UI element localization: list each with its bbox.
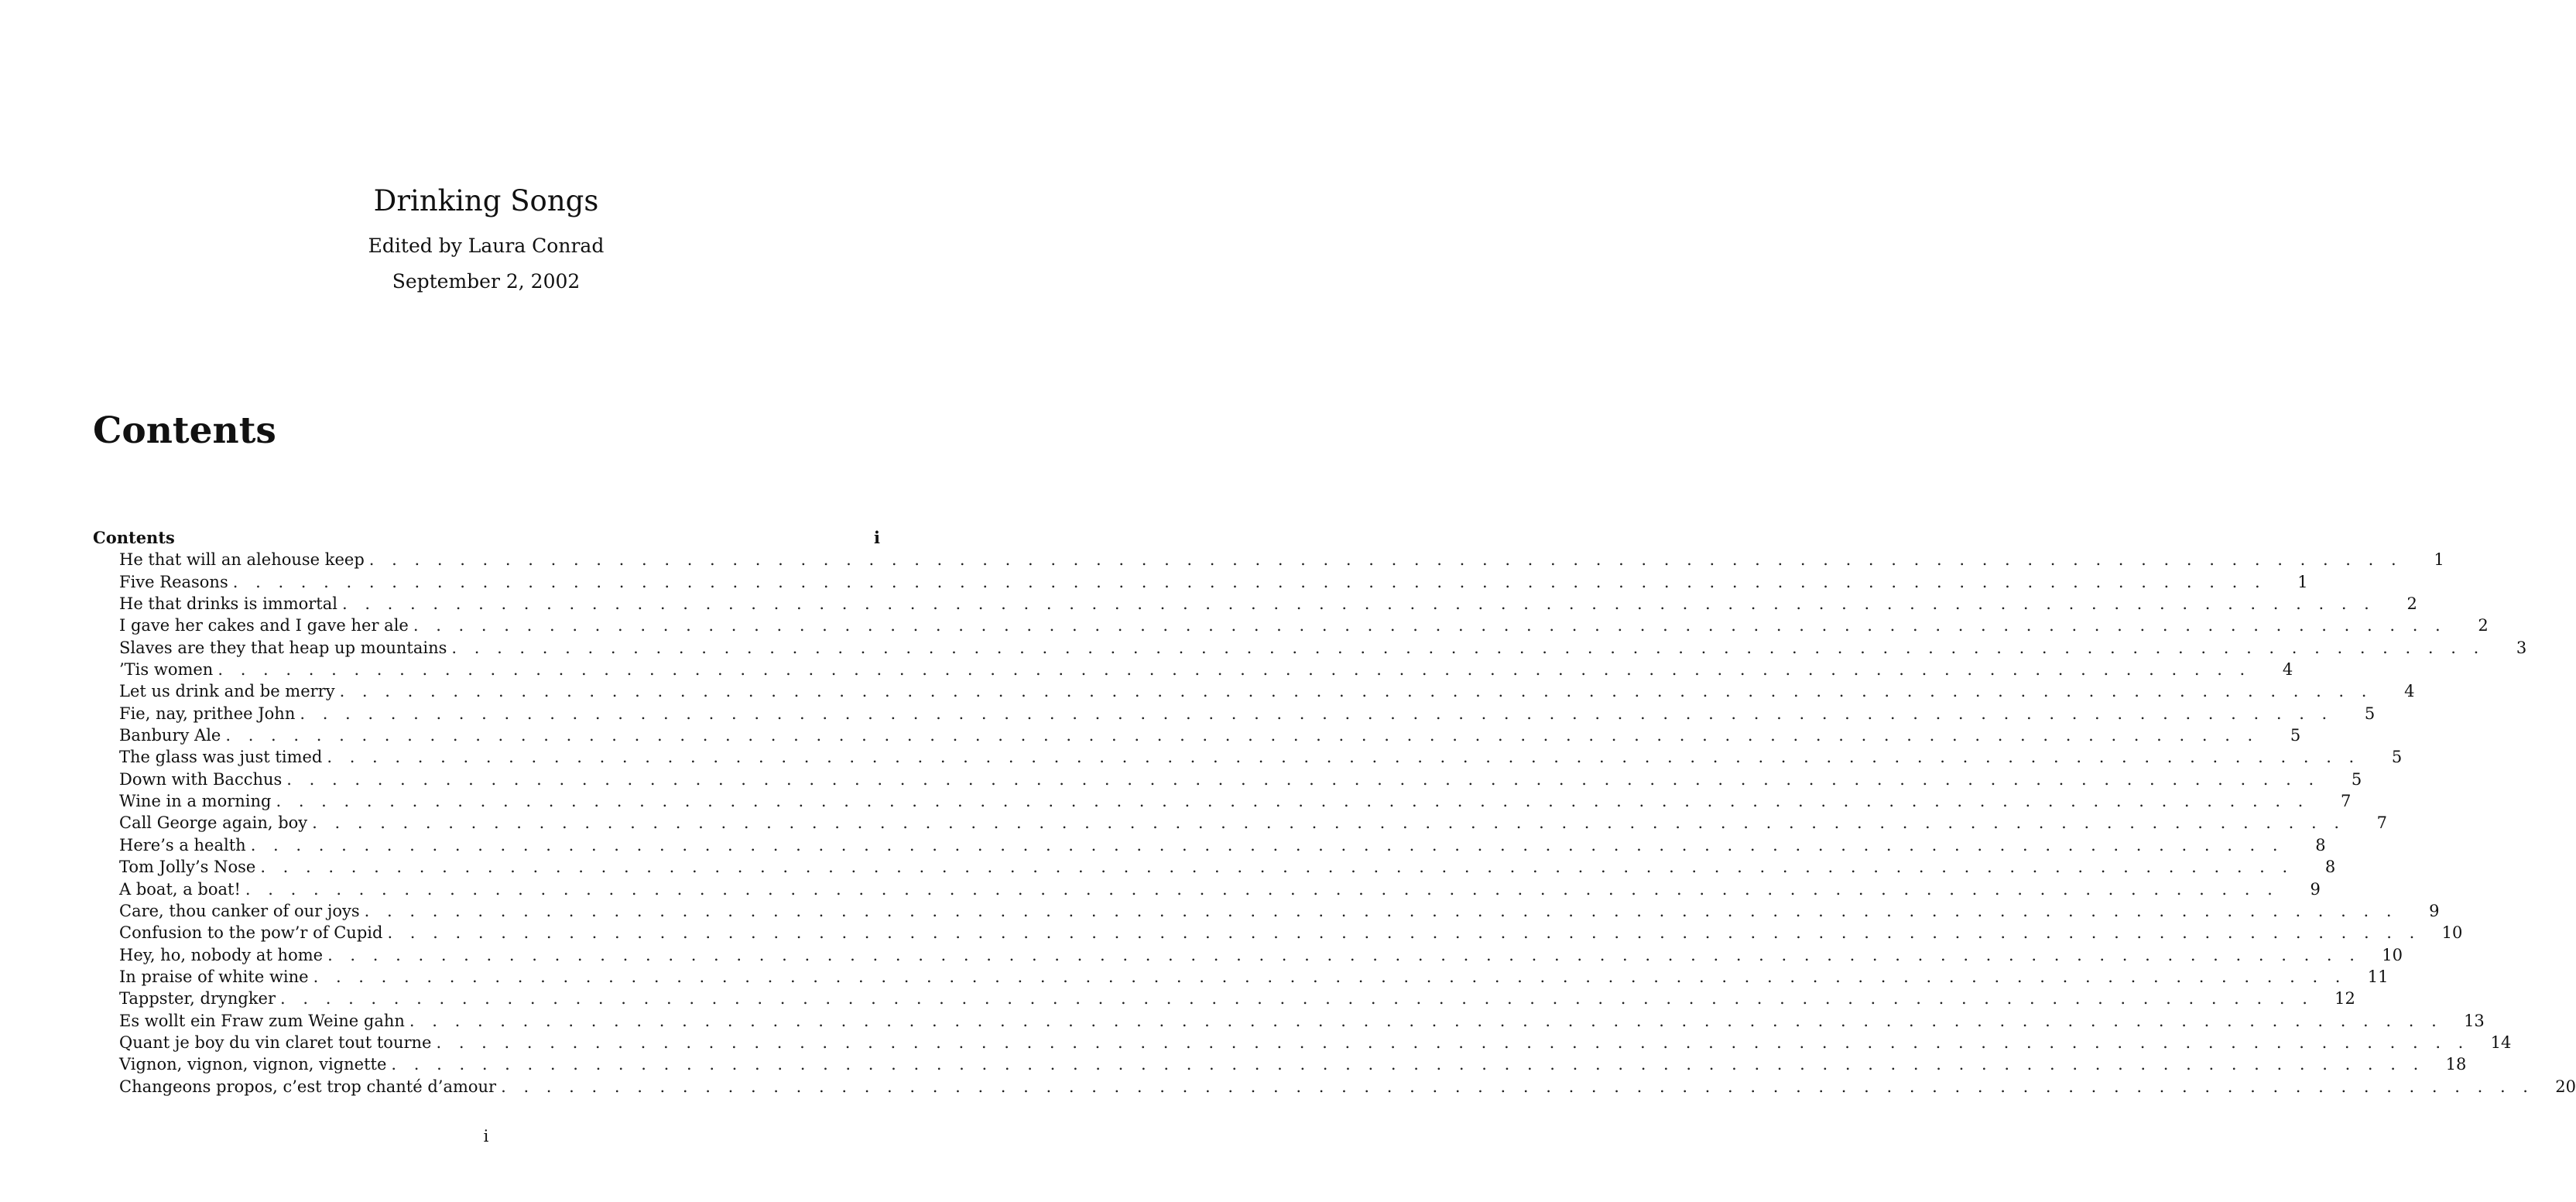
- toc-entry[interactable]: [93, 812, 2388, 834]
- toc-entry[interactable]: [93, 746, 2403, 768]
- toc-dot-leader: . . . . . . . . . . . . . . . . . . . . . . . . . . . . . . . . . . . . . . . . . . . . . . . . . . . . . . . . . . . . . . . . . . . . . . . . . . . . . . . . . . . . . . . . . .: [276, 792, 2310, 811]
- toc-entry-title: Down with Bacchus: [119, 769, 283, 789]
- toc-entry[interactable]: [93, 966, 2389, 988]
- toc-entry-page: 3: [2516, 638, 2527, 657]
- toc-dot-leader: . . . . . . . . . . . . . . . . . . . . . . . . . . . . . . . . . . . . . . . . . . . . . . . . . . . . . . . . . . . . . . . . . . . . . . . . . . . . . . . . . . . . . . . . . .: [339, 682, 2373, 701]
- toc-entry[interactable]: [93, 1010, 2485, 1032]
- toc-dot-leader: . . . . . . . . . . . . . . . . . . . . . . . . . . . . . . . . . . . . . . . . . . . . . . . . . . . . . . . . . . . . . . . . . . . . . . . . . . . . . . . . . . . . . . . . . .: [451, 638, 2485, 657]
- toc-entry[interactable]: [93, 900, 2440, 922]
- toc-entry-page: 18: [2445, 1055, 2467, 1074]
- toc-entry-title: Hey, ho, nobody at home: [119, 945, 324, 964]
- toc-entry[interactable]: [93, 615, 2489, 636]
- toc-entry[interactable]: [93, 1053, 2467, 1075]
- toc-entry-title: ’Tis women: [119, 660, 214, 680]
- toc-entry-title: Es wollt ein Fraw zum Weine gahn: [119, 1011, 405, 1030]
- toc-dot-leader: . . . . . . . . . . . . . . . . . . . . . . . . . . . . . . . . . . . . . . . . . . . . . . . . . . . . . . . . . . . . . . . . . . . . . . . . . . . . . . . . . . . . . . . . . .: [391, 1055, 2425, 1074]
- toc-header-page: i: [874, 528, 880, 547]
- toc-entry-page: 1: [2434, 550, 2444, 570]
- toc-entry-page: 5: [2391, 748, 2403, 767]
- toc-dot-leader: . . . . . . . . . . . . . . . . . . . . . . . . . . . . . . . . . . . . . . . . . . . . . . . . . . . . . . . . . . . . . . . . . . . . . . . . . . . . . . . . . . . . . . . . . .: [232, 572, 2266, 591]
- toc-entry-page: 5: [2364, 704, 2376, 723]
- toc-entry[interactable]: [93, 790, 2352, 812]
- toc-entry-title: Vignon, vignon, vignon, vignette: [119, 1055, 387, 1074]
- toc-entry-page: 1: [2297, 572, 2308, 591]
- toc-entry-title: Changeons propos, c’est trop chanté d’amour: [119, 1077, 497, 1096]
- toc-entry[interactable]: [93, 922, 2463, 943]
- toc-entry[interactable]: [93, 724, 2301, 746]
- toc-header-row[interactable]: [93, 527, 880, 549]
- toc-entry-page: 11: [2367, 967, 2389, 986]
- toc-entry[interactable]: [93, 1032, 2512, 1053]
- toc-entry-title: He that will an alehouse keep: [119, 550, 365, 570]
- toc-entry-page: 12: [2334, 989, 2355, 1009]
- toc-dot-leader: . . . . . . . . . . . . . . . . . . . . . . . . . . . . . . . . . . . . . . . . . . . . . . . . . . . . . . . . . . . . . . . . . . . . . . . . . . . . . . . . . . . . . . . . . .: [218, 660, 2252, 680]
- toc-entry-title: Here’s a health: [119, 835, 246, 854]
- toc-entry-page: 14: [2490, 1032, 2512, 1052]
- toc-entry-page: 2: [2406, 594, 2417, 614]
- toc-entry[interactable]: [93, 769, 2362, 790]
- toc-entry-title: Call George again, boy: [119, 813, 308, 833]
- toc-entry-title: Tom Jolly’s Nose: [119, 858, 256, 877]
- toc-entry[interactable]: [93, 1076, 2576, 1098]
- toc-entry-page: 9: [2429, 901, 2440, 920]
- toc-entry-page: 9: [2310, 879, 2321, 899]
- toc-dot-leader: . . . . . . . . . . . . . . . . . . . . . . . . . . . . . . . . . . . . . . . . . . . . . . . . . . . . . . . . . . . . . . . . . . . . . . . . . . . . . . . . . . . . . . . . . .: [327, 945, 2361, 964]
- toc-dot-leader: . . . . . . . . . . . . . . . . . . . . . . . . . . . . . . . . . . . . . . . . . . . . . . . . . . . . . . . . . . . . . . . . . . . . . . . . . . . . . . . . . . . . . . . . . .: [413, 616, 2447, 635]
- toc-dot-leader: . . . . . . . . . . . . . . . . . . . . . . . . . . . . . . . . . . . . . . . . . . . . . . . . . . . . . . . . . . . . . . . . . . . . . . . . . . . . . . . . . . . . . . . . . .: [409, 1011, 2443, 1030]
- toc-dot-leader: . . . . . . . . . . . . . . . . . . . . . . . . . . . . . . . . . . . . . . . . . . . . . . . . . . . . . . . . . . . . . . . . . . . . . . . . . . . . . . . . . . . . . . . . . .: [327, 748, 2361, 767]
- toc-entry[interactable]: [93, 988, 2355, 1009]
- toc-entry-page: 5: [2290, 726, 2301, 745]
- toc-entry-title: Wine in a morning: [119, 792, 272, 811]
- toc-entry-page: 7: [2341, 792, 2352, 811]
- toc-entry[interactable]: [93, 593, 2417, 615]
- toc-dot-leader: . . . . . . . . . . . . . . . . . . . . . . . . . . . . . . . . . . . . . . . . . . . . . . . . . . . . . . . . . . . . . . . . . . . . . . . . . . . . . . . . . . . . . . . . . .: [364, 901, 2398, 920]
- toc-entry-page: 10: [2382, 945, 2403, 964]
- contents-heading: Contents: [93, 409, 276, 452]
- toc-entry-title: Banbury Ale: [119, 726, 221, 745]
- toc-entry[interactable]: [93, 703, 2376, 724]
- toc-dot-leader: . . . . . . . . . . . . . . . . . . . . . . . . . . . . . . . . . . . . . . . . . . . . . . . . . . . . . . . . . . . . . . . . . . . . . . . . . . . . . . . . . . . . . . . . . .: [300, 704, 2334, 723]
- toc-dot-leader: . . . . . . . . . . . . . . . . . . . . . . . . . . . . . . . . . . . . . . . . . . . . . . . . . . . . . . . . . . . . . . . . . . . . . . . . . . . . . . . . . . . . . . . . . .: [501, 1077, 2534, 1096]
- toc-entry-title: Five Reasons: [119, 572, 228, 591]
- toc-entry[interactable]: [93, 637, 2527, 659]
- toc-dot-leader: . . . . . . . . . . . . . . . . . . . . . . . . . . . . . . . . . . . . . . . . . . . . . . . . . . . . . . . . . . . . . . . . . . . . . . . . . . . . . . . . . . . . . . . . . .: [250, 835, 2284, 854]
- toc-entry-page: 2: [2478, 616, 2489, 635]
- toc-entry-title: I gave her cakes and I gave her ale: [119, 616, 409, 635]
- toc-entry-page: 20: [2555, 1077, 2576, 1096]
- toc-entry-title: Quant je boy du vin claret tout tourne: [119, 1032, 432, 1052]
- page-number-footer: i: [483, 1127, 489, 1145]
- toc-entry-title: Slaves are they that heap up mountains: [119, 638, 447, 657]
- toc-dot-leader: . . . . . . . . . . . . . . . . . . . . . . . . . . . . . . . . . . . . . . . . . . . . . . . . . . . . . . . . . . . . . . . . . . . . . . . . . . . . . . . . . . . . . . . . . .: [225, 726, 2259, 745]
- toc-entry[interactable]: [93, 944, 2403, 966]
- table-of-contents: [93, 527, 2576, 1098]
- toc-dot-leader: . . . . . . . . . . . . . . . . . . . . . . . . . . . . . . . . . . . . . . . . . . . . . . . . . . . . . . . . . . . . . . . . . . . . . . . . . . . . . . . . . . . . . . . . . .: [280, 989, 2314, 1009]
- toc-entry[interactable]: [93, 571, 2308, 593]
- toc-header-label: Contents: [93, 528, 175, 547]
- toc-entry[interactable]: [93, 680, 2415, 702]
- toc-entry-title: Confusion to the pow’r of Cupid: [119, 923, 383, 943]
- toc-dot-leader: . . . . . . . . . . . . . . . . . . . . . . . . . . . . . . . . . . . . . . . . . . . . . . . . . . . . . . . . . . . . . . . . . . . . . . . . . . . . . . . . . . . . . . . . . .: [313, 967, 2347, 986]
- toc-entries: [93, 549, 2576, 1098]
- toc-dot-leader: . . . . . . . . . . . . . . . . . . . . . . . . . . . . . . . . . . . . . . . . . . . . . . . . . . . . . . . . . . . . . . . . . . . . . . . . . . . . . . . . . . . . . . . . . .: [286, 769, 2321, 789]
- toc-dot-leader: . . . . . . . . . . . . . . . . . . . . . . . . . . . . . . . . . . . . . . . . . . . . . . . . . . . . . . . . . . . . . . . . . . . . . . . . . . . . . . . . . . . . . . . . . .: [312, 813, 2346, 833]
- toc-entry-page: 10: [2441, 923, 2463, 943]
- toc-dot-leader: . . . . . . . . . . . . . . . . . . . . . . . . . . . . . . . . . . . . . . . . . . . . . . . . . . . . . . . . . . . . . . . . . . . . . . . . . . . . . . . . . . . . . . . . . .: [387, 923, 2421, 943]
- toc-entry-page: 13: [2464, 1011, 2485, 1030]
- toc-entry[interactable]: [93, 878, 2321, 900]
- toc-entry[interactable]: [93, 834, 2326, 856]
- toc-entry-title: The glass was just timed: [119, 748, 323, 767]
- toc-dot-leader: . . . . . . . . . . . . . . . . . . . . . . . . . . . . . . . . . . . . . . . . . . . . . . . . . . . . . . . . . . . . . . . . . . . . . . . . . . . . . . . . . . . . . . . . . .: [368, 550, 2403, 570]
- document-date: September 2, 2002: [392, 270, 581, 293]
- document-title: Drinking Songs: [373, 184, 599, 217]
- toc-entry-page: 8: [2324, 858, 2336, 877]
- toc-entry-title: Tappster, dryngker: [119, 989, 276, 1009]
- toc-entry-page: 7: [2376, 813, 2388, 833]
- toc-entry[interactable]: [93, 549, 2444, 570]
- toc-entry-title: Care, thou canker of our joys: [119, 901, 360, 920]
- toc-entry-title: Let us drink and be merry: [119, 682, 335, 701]
- toc-entry[interactable]: [93, 856, 2336, 878]
- toc-entry-page: 4: [2282, 660, 2293, 680]
- toc-entry-title: A boat, a boat!: [119, 879, 241, 899]
- toc-entry-page: 5: [2351, 769, 2362, 789]
- toc-entry-title: In praise of white wine: [119, 967, 309, 986]
- toc-dot-leader: . . . . . . . . . . . . . . . . . . . . . . . . . . . . . . . . . . . . . . . . . . . . . . . . . . . . . . . . . . . . . . . . . . . . . . . . . . . . . . . . . . . . . . . . . .: [260, 858, 2294, 877]
- toc-dot-leader: . . . . . . . . . . . . . . . . . . . . . . . . . . . . . . . . . . . . . . . . . . . . . . . . . . . . . . . . . . . . . . . . . . . . . . . . . . . . . . . . . . . . . . . . . .: [341, 594, 2376, 614]
- toc-entry-title: He that drinks is immortal: [119, 594, 337, 614]
- toc-entry-page: 8: [2315, 835, 2326, 854]
- document-editor: Edited by Laura Conrad: [368, 235, 605, 257]
- toc-entry[interactable]: [93, 659, 2293, 680]
- toc-dot-leader: . . . . . . . . . . . . . . . . . . . . . . . . . . . . . . . . . . . . . . . . . . . . . . . . . . . . . . . . . . . . . . . . . . . . . . . . . . . . . . . . . . . . . . . . . .: [245, 879, 2279, 899]
- toc-dot-leader: . . . . . . . . . . . . . . . . . . . . . . . . . . . . . . . . . . . . . . . . . . . . . . . . . . . . . . . . . . . . . . . . . . . . . . . . . . . . . . . . . . . . . . . . . .: [436, 1032, 2470, 1052]
- toc-entry-title: Fie, nay, prithee John: [119, 704, 296, 723]
- toc-entry-page: 4: [2404, 682, 2415, 701]
